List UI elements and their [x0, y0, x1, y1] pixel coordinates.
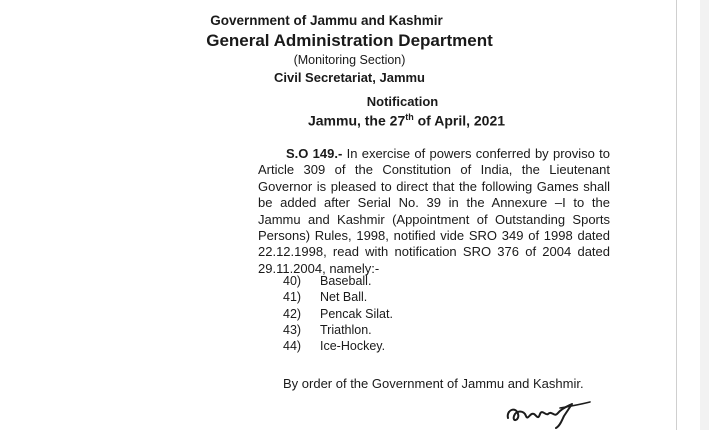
date-superscript: th: [405, 112, 414, 122]
list-item-number: 40): [283, 274, 302, 288]
office-location: Civil Secretariat, Jammu: [273, 70, 426, 85]
list-item-name: Triathlon.: [320, 322, 372, 337]
order-line: By order of the Government of Jammu and Kashmir.: [283, 376, 584, 391]
list-item-name: Baseball.: [320, 274, 372, 288]
list-item-number: 42): [283, 306, 302, 321]
body-paragraph: In exercise of powers conferred by proviso to Article 309 of the Constitution of India, the Lieutenant Governor is pleased to direct that the following Games shall be added after Serial No. 39 in the Annexure –I to the Jammu and Kashmir (Appointment of Outstanding Sports Persons) Rules, 1998, notified vide SRO 349 of 1998 dated 22.12.1998, read with notification SRO 376 of 2004 dated 29.11.2004, namely:-: [258, 146, 610, 276]
list-item-number: 43): [283, 322, 302, 337]
list-item: [283, 306, 393, 322]
list-item-name: Pencak Silat.: [320, 306, 393, 321]
signature-icon: [502, 396, 592, 430]
list-item-name: Ice-Hockey.: [320, 339, 386, 354]
list-item: [283, 322, 393, 338]
list-item-number: 41): [283, 290, 302, 305]
notification-date: [52, 112, 709, 129]
date-suffix: of April, 2021: [413, 112, 506, 129]
department-title: General Administration Department: [206, 31, 493, 50]
date-prefix: Jammu, the 27: [307, 112, 406, 129]
list-item: [283, 273, 393, 289]
notification-heading: Notification: [366, 94, 439, 109]
list-item: [283, 338, 393, 354]
list-item-number: 44): [283, 339, 302, 354]
list-item: [283, 289, 393, 305]
section-name: (Monitoring Section): [293, 53, 406, 67]
so-number: S.O 149.-: [286, 146, 343, 161]
list-item-name: Net Ball.: [320, 290, 368, 305]
notification-body: [258, 146, 610, 277]
games-list: [283, 273, 393, 354]
government-title: Government of Jammu and Kashmir: [210, 13, 443, 28]
